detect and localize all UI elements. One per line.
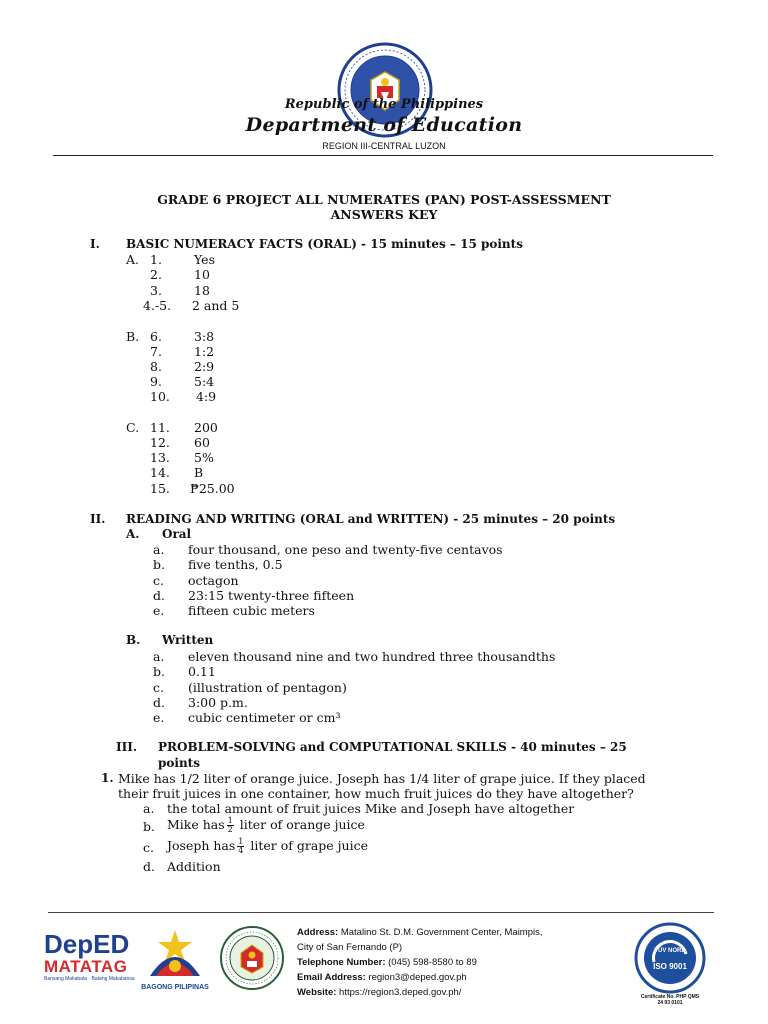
item-letter: b. <box>143 819 155 834</box>
section1-heading: BASIC NUMERACY FACTS (ORAL) - 15 minutes – 15 points <box>126 237 523 251</box>
item-letter: c. <box>153 573 164 588</box>
fraction-numerator: 1 <box>238 837 244 846</box>
section3-heading-line1: PROBLEM-SOLVING and COMPUTATIONAL SKILLS - 40 minutes – 25 <box>158 740 627 754</box>
tuv-text: TÜV NORD <box>654 948 686 954</box>
fraction <box>237 838 244 855</box>
tuv-iso-certification-logo <box>627 922 713 1008</box>
item-answer: 5:4 <box>194 374 215 389</box>
department-heading: Department of Education <box>245 114 523 136</box>
item-letter: d. <box>143 859 155 874</box>
item-answer: 4:9 <box>196 389 217 404</box>
item-letter: d. <box>153 695 165 710</box>
fraction-answer-c <box>167 838 368 855</box>
item-letter: a. <box>153 542 165 557</box>
item-number: 1. <box>150 252 162 267</box>
section3-numeral: III. <box>116 740 138 754</box>
item-letter: b. <box>153 557 165 572</box>
oral-label: A. <box>126 527 140 541</box>
item-letter: a. <box>153 649 165 664</box>
item-number: 4.-5. <box>143 298 172 313</box>
section1-numeral: I. <box>90 237 100 251</box>
oral-title: Oral <box>162 527 192 541</box>
item-letter: c. <box>143 840 154 855</box>
email-line: Email Address: region3@deped.gov.ph <box>297 972 467 983</box>
item-text-post: liter of grape juice <box>250 838 368 853</box>
item-letter: e. <box>153 710 165 725</box>
item-number: 6. <box>150 329 162 344</box>
item-answer: 60 <box>194 435 210 450</box>
fraction-denominator: 4 <box>238 846 244 855</box>
telephone-line: Telephone Number: (045) 598-8580 to 89 <box>297 957 477 968</box>
item-answer: 200 <box>194 420 218 435</box>
republic-heading: Republic of the Philippines <box>284 97 484 112</box>
item-number: 8. <box>150 359 162 374</box>
item-text: (illustration of pentagon) <box>188 680 347 695</box>
header-divider <box>53 155 713 156</box>
item-number: 13. <box>150 450 170 465</box>
item-number: 12. <box>150 435 170 450</box>
fraction-denominator: 2 <box>227 825 233 834</box>
problem1-number: 1. <box>101 771 114 785</box>
address-line2: City of San Fernando (P) <box>297 942 403 953</box>
item-number: 7. <box>150 344 162 359</box>
item-letter: c. <box>153 680 164 695</box>
item-letter: b. <box>153 664 165 679</box>
email-link[interactable]: region3@deped.gov.ph <box>365 972 467 983</box>
item-answer: 3:8 <box>194 329 215 344</box>
region-heading: REGION III-CENTRAL LUZON <box>322 141 446 151</box>
item-text: 23:15 twenty-three fifteen <box>188 588 355 603</box>
item-text: cubic centimeter or cm³ <box>188 710 341 725</box>
section2-heading: READING AND WRITING (ORAL and WRITTEN) - 25 minutes – 20 points <box>126 512 616 526</box>
section2-numeral: II. <box>90 512 106 526</box>
item-number: 9. <box>150 374 162 389</box>
matatag-text: MATATAG <box>44 957 128 976</box>
item-letter: a. <box>143 801 155 816</box>
deped-matatag-logo <box>44 930 136 992</box>
address-line1: Address: Matalino St. D.M. Government Center, Maimpis, <box>297 927 543 938</box>
item-answer: Yes <box>194 252 215 267</box>
certificate-line1: Certificate No. PHP QMS <box>640 994 700 1000</box>
certificate-line2: 24 93 0101 <box>657 1000 683 1006</box>
item-answer: 2:9 <box>194 359 215 374</box>
iso-text: ISO 9001 <box>653 962 687 971</box>
item-text: five tenths, 0.5 <box>188 557 283 572</box>
bagong-pilipinas-logo <box>140 928 210 992</box>
item-text: octagon <box>188 573 239 588</box>
item-text: the total amount of fruit juices Mike and Joseph have altogether <box>167 801 575 816</box>
item-number: 11. <box>150 420 170 435</box>
item-letter: e. <box>153 603 165 618</box>
group-c-label: C. <box>126 420 140 435</box>
item-text: fifteen cubic meters <box>188 603 315 618</box>
bagong-pilipinas-text: BAGONG PILIPINAS <box>141 984 209 991</box>
fraction <box>227 817 234 834</box>
item-answer: ₱25.00 <box>190 481 235 496</box>
footer-contact <box>297 925 627 1000</box>
item-number: 2. <box>150 267 162 282</box>
item-text-pre: Mike has <box>167 817 225 832</box>
item-text: 0.11 <box>188 664 216 679</box>
group-a-label: A. <box>126 252 140 267</box>
item-text: eleven thousand nine and two hundred three thousandths <box>188 649 556 664</box>
problem1-line2: their fruit juices in one container, how much fruit juices do they have altogether? <box>118 786 634 801</box>
item-answer: 18 <box>194 283 210 298</box>
footer-divider <box>48 912 714 913</box>
document-title-line1: GRADE 6 PROJECT ALL NUMERATES (PAN) POST-ASSESSMENT <box>157 192 611 207</box>
group-b-label: B. <box>126 329 140 344</box>
item-number: 15. <box>150 481 170 496</box>
item-letter: d. <box>153 588 165 603</box>
item-text: 3:00 p.m. <box>188 695 248 710</box>
problem1-line1: Mike has 1/2 liter of orange juice. Joseph has 1/4 liter of grape juice. If they placed <box>118 771 646 786</box>
document-title-line2: ANSWERS KEY <box>330 207 438 222</box>
item-text: four thousand, one peso and twenty-five centavos <box>188 542 503 557</box>
website-line: Website: https://region3.deped.gov.ph/ <box>297 987 462 998</box>
item-number: 14. <box>150 465 170 480</box>
fraction-numerator: 1 <box>227 816 233 825</box>
written-title: Written <box>162 633 214 647</box>
deped-region-seal-logo <box>219 925 285 991</box>
deped-logo-text: DepED <box>44 929 130 959</box>
fraction-answer-b <box>167 817 365 834</box>
item-answer: B <box>194 465 204 480</box>
item-text-pre: Joseph has <box>167 838 236 853</box>
item-text: Addition <box>167 859 221 874</box>
matatag-tagline: Bansang Makabata · Batang Makabansa <box>44 976 135 982</box>
item-number: 10. <box>150 389 170 404</box>
website-link[interactable]: https://region3.deped.gov.ph/ <box>336 987 462 998</box>
section3-heading-line2: points <box>158 756 200 770</box>
item-number: 3. <box>150 283 162 298</box>
item-answer: 2 and 5 <box>192 298 240 313</box>
item-answer: 5% <box>194 450 214 465</box>
item-answer: 10 <box>194 267 210 282</box>
item-answer: 1:2 <box>194 344 215 359</box>
item-text-post: liter of orange juice <box>239 817 365 832</box>
written-label: B. <box>126 633 141 647</box>
